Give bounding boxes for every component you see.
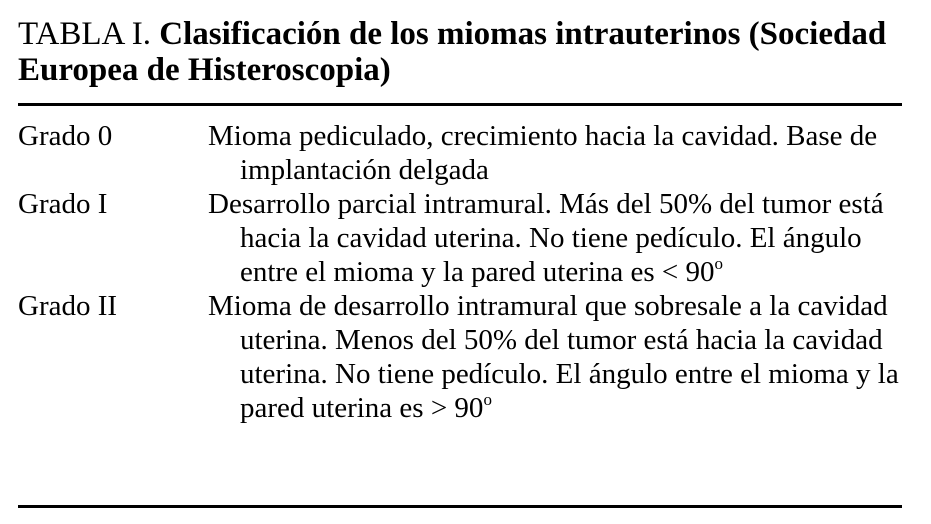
- grade-0-description: [208, 119, 908, 187]
- table-label: TABLA I.: [18, 16, 152, 52]
- top-rule: [18, 103, 902, 106]
- table-caption: [18, 16, 913, 88]
- table-row: [18, 187, 908, 289]
- grade-1-description-text: Desarrollo parcial intramural. Más del 50% del tumor está hacia la cavidad uterina. No tiene pedículo. El ángulo entre el mioma y la pared uterina es < 90: [208, 188, 884, 288]
- grade-2-degree-mark: o: [483, 390, 492, 409]
- grade-0-label: Grado 0: [18, 120, 113, 152]
- grade-2-description: [208, 289, 908, 425]
- bottom-rule: [18, 505, 902, 508]
- grade-0-description-text: Mioma pediculado, crecimiento hacia la cavidad. Base de implantación delgada: [208, 120, 878, 186]
- table-title: Clasificación de los miomas intrauterinos (Sociedad Europea de Histeroscopia): [18, 16, 887, 88]
- classification-table: [18, 119, 908, 425]
- table-row: [18, 119, 908, 187]
- grade-2-description-text: Mioma de desarrollo intramural que sobresale a la cavidad uterina. Menos del 50% del tumor está hacia la cavidad uterina. No tiene pedículo. El ángulo entre el mioma y la pared uterina es > 90: [208, 290, 899, 424]
- grade-2-label: Grado II: [18, 290, 118, 322]
- grade-1-degree-mark: o: [714, 254, 724, 273]
- grade-1-description: [208, 187, 908, 289]
- grade-1-label: Grado I: [18, 188, 108, 220]
- table-row: [18, 289, 908, 425]
